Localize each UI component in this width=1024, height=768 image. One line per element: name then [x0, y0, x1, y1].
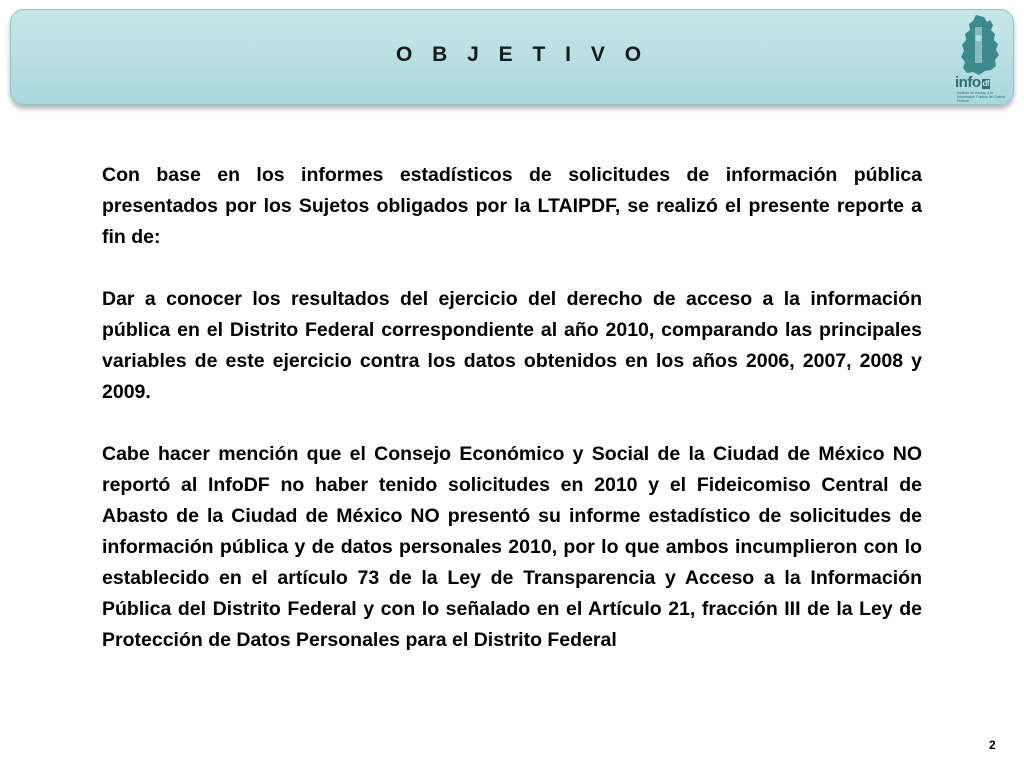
- page-number: 2: [989, 738, 996, 752]
- paragraph-intro: Con base en los informes estadísticos de solicitudes de información pública presentados por los Sujetos obligados por la LTAIPDF, se realizó el presente reporte a fin de:: [102, 164, 922, 248]
- paragraph-objective: Dar a conocer los resultados del ejercicio del derecho de acceso a la información pública en el Distrito Federal correspondiente al año 2010, comparando las principales variables de este ejercicio contra los datos obtenidos en los años 2006, 2007, 2008 y 2009.: [102, 288, 922, 403]
- page-title: O B J E T I V O: [396, 43, 649, 66]
- logo-wordmark: info df: [955, 74, 990, 91]
- logo-subtitle: Instituto de Acceso a la Información Pública del Distrito Federal: [957, 91, 1006, 103]
- paragraph-note: Cabe hacer mención que el Consejo Económico y Social de la Ciudad de México NO reportó al InfoDF no haber tenido solicitudes en 2010 y el Fideicomiso Central de Abasto de la Ciudad de México NO presentó su informe estadístico de solicitudes de información pública y de datos personales 2010, por lo que ambos incumplieron con lo establecido en el artículo 73 de la Ley de Transparencia y Acceso a la Información Pública del Distrito Federal y con lo señalado en el Artículo 21, fracción III de la Ley de Protección de Datos Personales para el Distrito Federal: [102, 443, 922, 651]
- body-text: [102, 160, 922, 687]
